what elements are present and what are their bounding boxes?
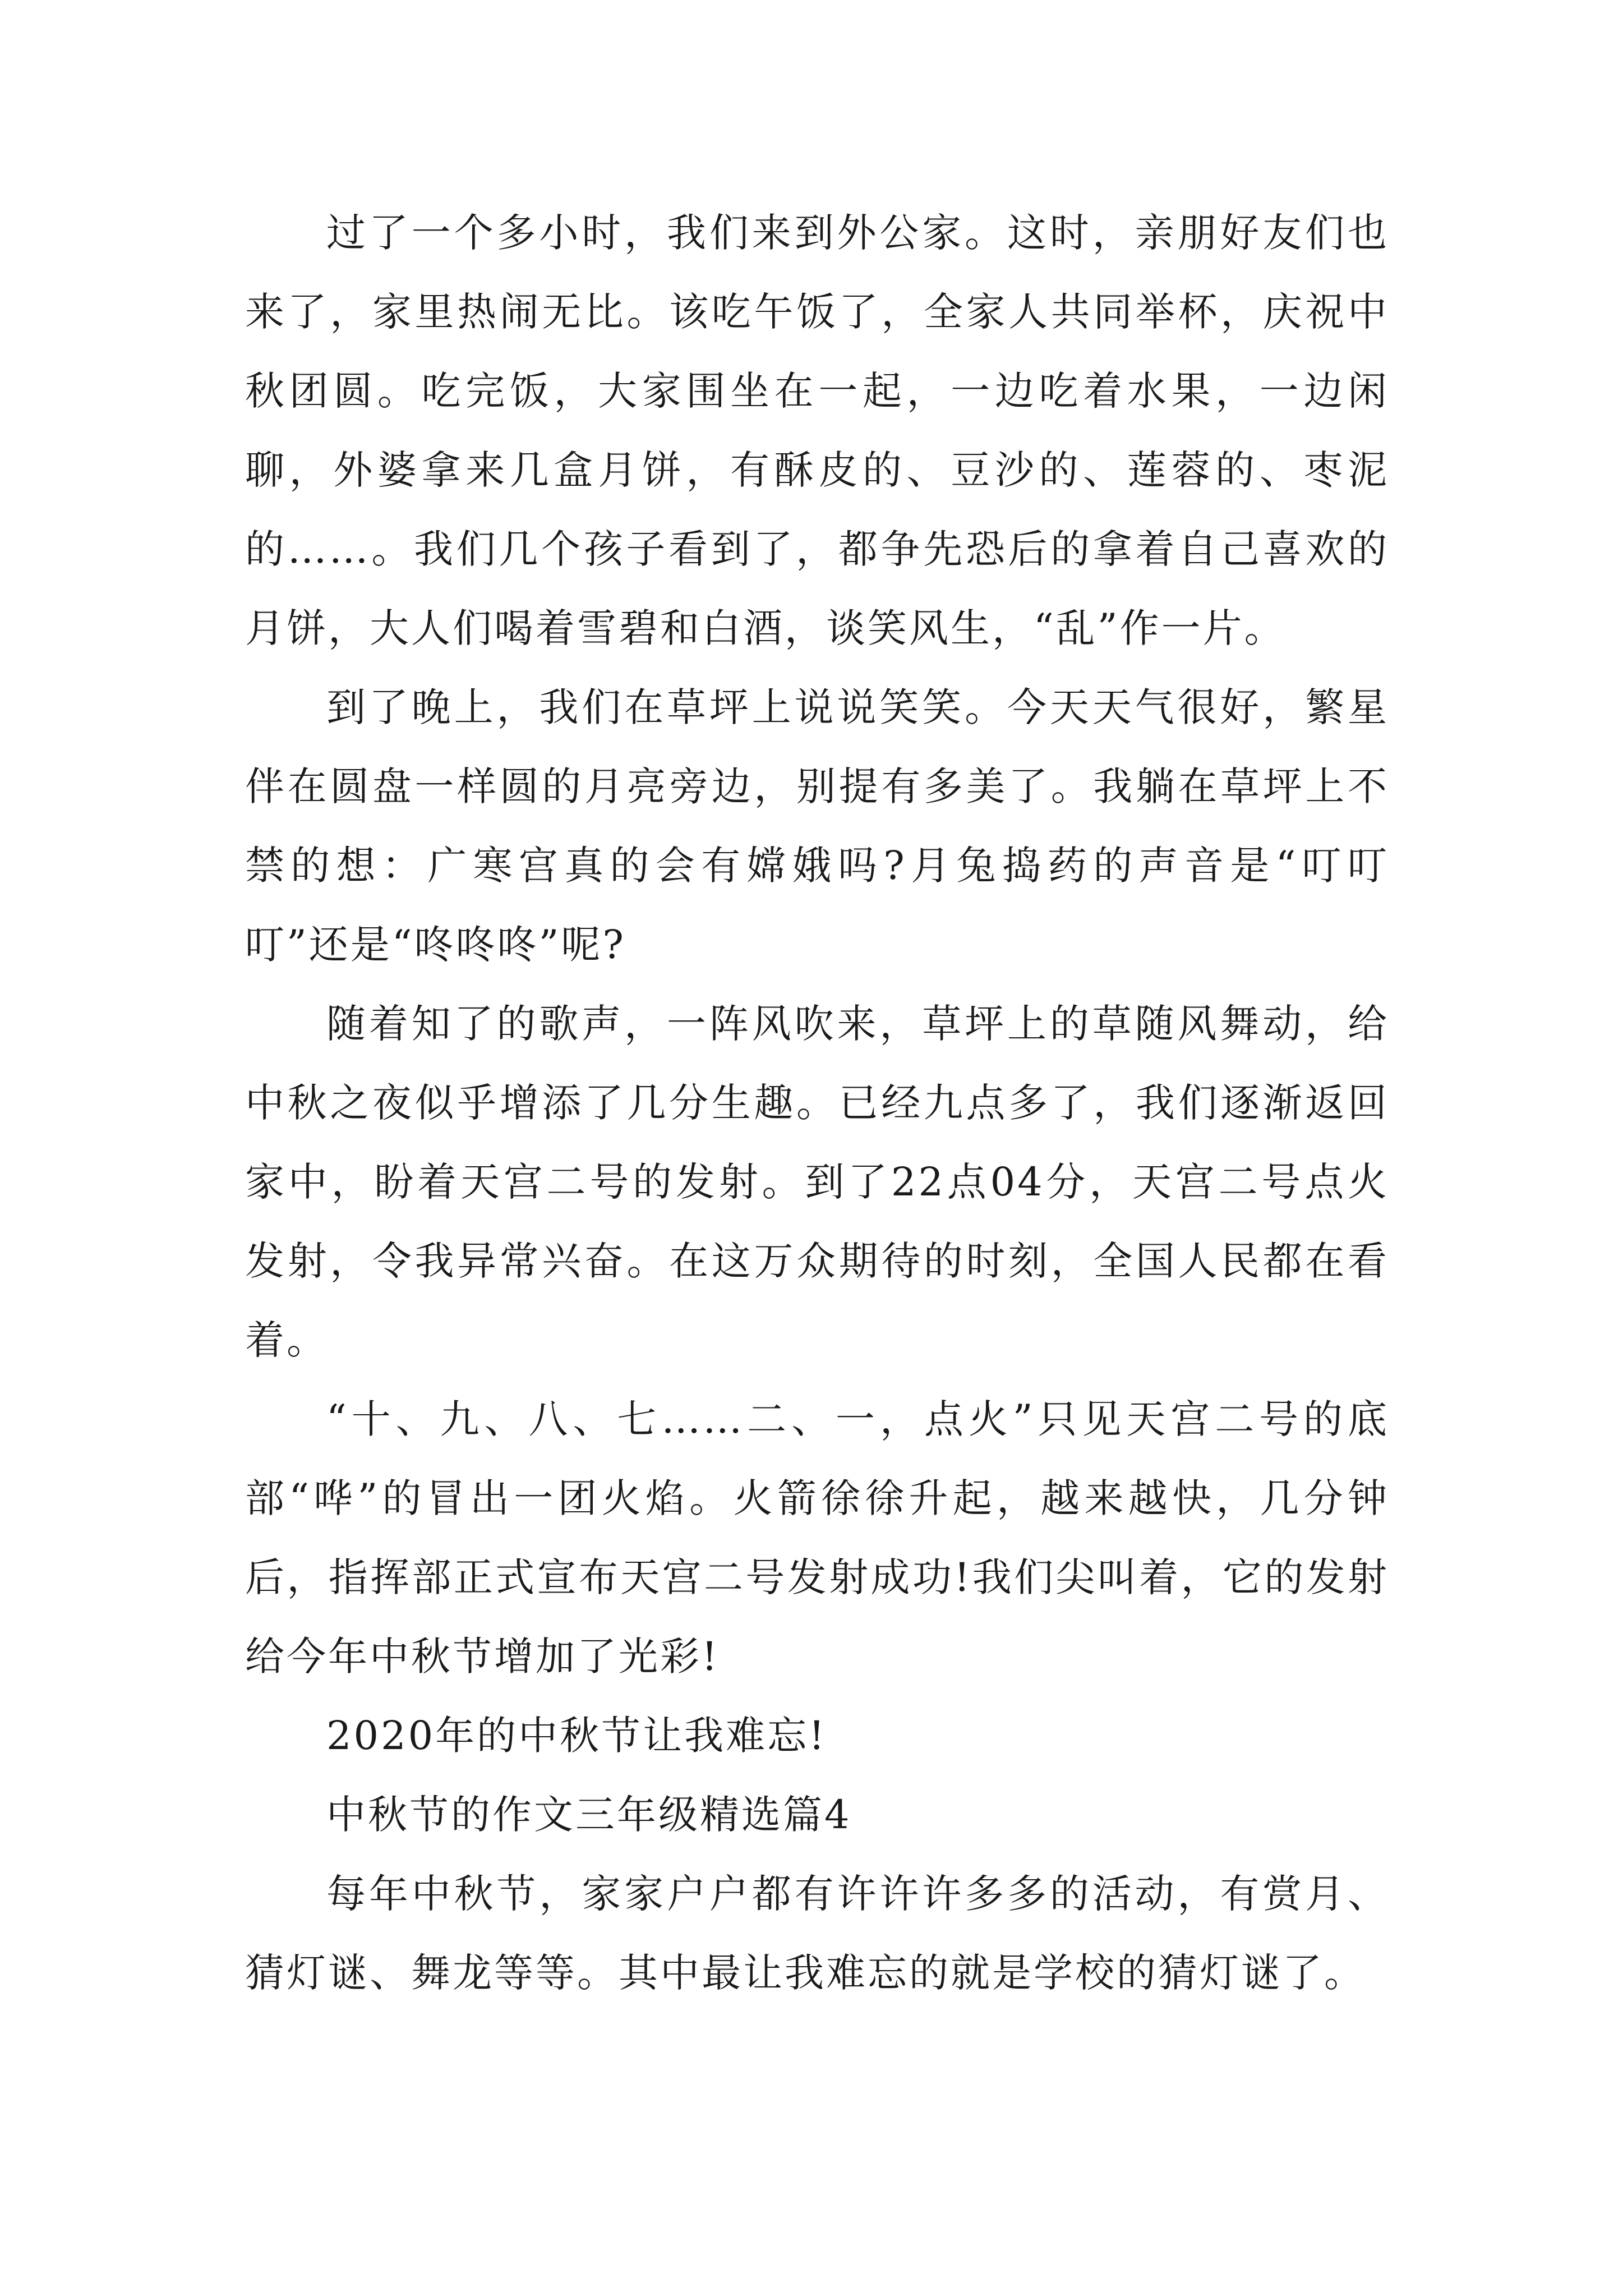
paragraph-memorable-festival: 2020年的中秋节让我难忘! (326, 1713, 827, 1759)
paragraph-evening-moon: 到了晚上，我们在草坪上说说笑笑。今天天气很好，繁星伴在圆盘一样圆的月亮旁边，别提有多美了。我躺在草坪上不禁的想：广寒宫真的会有嫦娥吗?月兔捣药的声音是“叮叮叮”还是“咚咚咚”呢? (245, 684, 1389, 968)
document-body (245, 194, 1389, 2013)
section-heading-essay-4: 中秋节的作文三年级精选篇4 (326, 1792, 852, 1838)
paragraph-tiangong-launch-wait: 随着知了的歌声，一阵风吹来，草坪上的草随风舞动，给中秋之夜似乎增添了几分生趣。已经九点多了，我们逐渐返回家中，盼着天宫二号的发射。到了22点04分，天宫二号点火发射，令我异常兴奋。在这万众期待的时刻，全国人民都在看着。 (245, 1001, 1389, 1363)
paragraph-family-lunch: 过了一个多小时，我们来到外公家。这时，亲朋好友们也来了，家里热闹无比。该吃午饭了，全家人共同举杯，庆祝中秋团圆。吃完饭，大家围坐在一起，一边吃着水果，一边闲聊，外婆拿来几盒月饼，有酥皮的、豆沙的、莲蓉的、枣泥的……。我们几个孩子看到了，都争先恐后的拿着自己喜欢的月饼，大人们喝着雪碧和白酒，谈笑风生，“乱”作一片。 (245, 210, 1389, 651)
paragraph-countdown-launch: “十、九、八、七……二、一，点火”只见天宫二号的底部“哗”的冒出一团火焰。火箭徐徐升起，越来越快，几分钟后，指挥部正式宣布天宫二号发射成功!我们尖叫着，它的发射给今年中秋节增加了光彩! (245, 1396, 1389, 1680)
paragraph-lantern-riddles: 每年中秋节，家家户户都有许许许多多的活动，有赏月、猜灯谜、舞龙等等。其中最让我难忘的就是学校的猜灯谜了。 (245, 1871, 1389, 1996)
